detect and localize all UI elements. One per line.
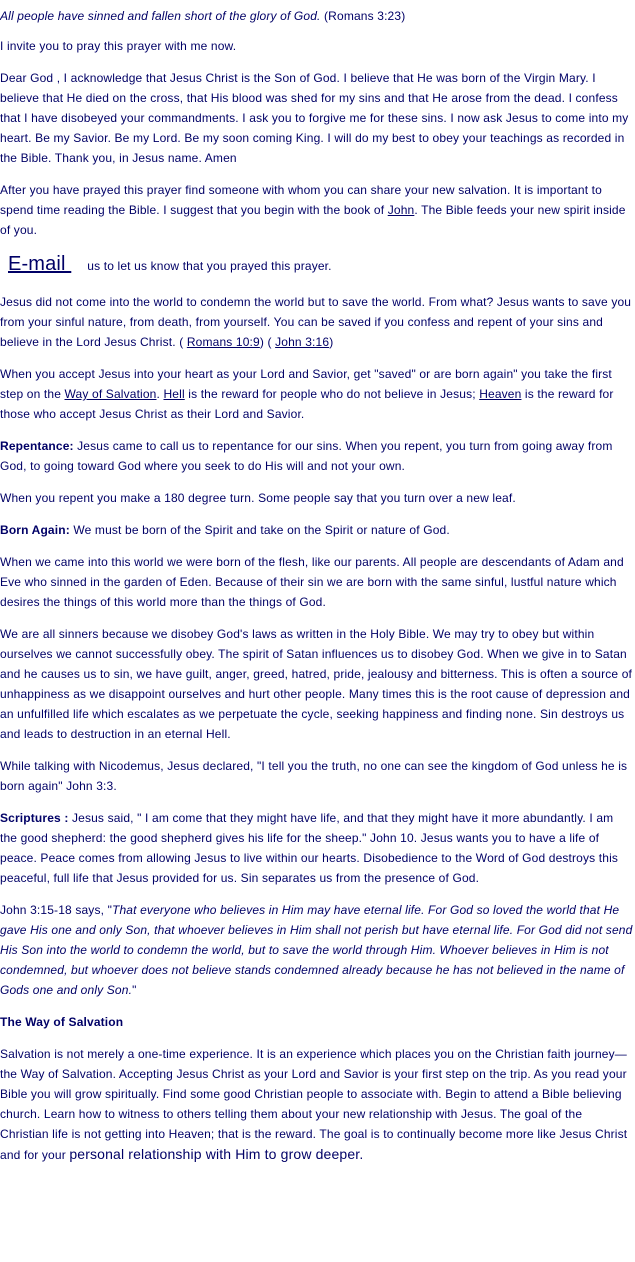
repent-turn-paragraph: When you repent you make a 180 degree turn. Some people say that you turn over a new leaf. <box>0 491 516 505</box>
repentance-paragraph <box>0 436 633 476</box>
born-again-paragraph <box>0 520 633 540</box>
verse-reference: (Romans 3:23) <box>320 9 406 23</box>
prayer-invite: I invite you to pray this prayer with me now. <box>0 39 237 53</box>
flesh-paragraph: When we came into this world we were born of the flesh, like our parents. All people are descendants of Adam and Eve who sinned in the garden of Eden. Because of their sin we are born with the same sinful, lustful nature which desires the things of this world more than the things of God. <box>0 555 624 609</box>
hell-link[interactable]: Hell <box>163 387 185 401</box>
john-3-15-quote: That everyone who believes in Him may have eternal life. For God so loved the world that He gave His one and only Son, that whoever believes in Him shall not perish but have eternal life. For God did not send His Son into the world to condemn the world, but to save the world through Him. Whoever believes in Him is not condemned, but whoever does not believe stands condemned already because he has not believed in the name of Gods one and only Son. <box>0 903 633 997</box>
salvation-text: Salvation is not merely a one-time experience. It is an experience which places you on the Christian faith journey—the Way of Salvation. Accepting Jesus Christ as your Lord and Savior is your first step on the trip. As you read your Bible you will grow spiritually. Find some good Christian people to associate with. Begin to attend a Bible believing church. Learn how to witness to others telling them about your new relationship with Jesus. The goal of the Christian life is not getting into Heaven; that is the reward. The goal is to continually become more like Jesus Christ and for your <box>0 1047 628 1162</box>
accept-text-2: . <box>156 387 164 401</box>
way-of-salvation-heading: The Way of Salvation <box>0 1015 124 1029</box>
way-of-salvation-link[interactable]: Way of Salvation <box>64 387 157 401</box>
heaven-link[interactable]: Heaven <box>479 387 522 401</box>
opening-verse <box>0 6 633 26</box>
verse-quote: All people have sinned and fallen short of the glory of God. <box>0 9 321 23</box>
scriptures-paragraph <box>0 808 633 888</box>
prayer-text: Dear God , I acknowledge that Jesus Christ is the Son of God. I believe that He was born of the Virgin Mary. I believe that He died on the cross, that His blood was shed for my sins and that He arose from the dead. I confess that I have disobeyed your commandments. I ask you to forgive me for these sins. I now ask Jesus to come into my heart. Be my Savior. Be my Lord. Be my soon coming King. I will do my best to obey your teachings as recorded in the Bible. Thank you, in Jesus name. Amen <box>0 71 629 165</box>
after-prayer-paragraph <box>0 180 633 240</box>
salvation-paragraph <box>0 1044 633 1165</box>
save-world-text: Jesus did not come into the world to condemn the world but to save the world. From what? Jesus wants to save you from your sinful nature, from death, from yourself. You can be saved if you confess and repent of your sins and believe in the Lord Jesus Christ. ( <box>0 295 632 349</box>
accept-text-4: is the reward for those who accept Jesus Christ as their Lord and Savior. <box>0 387 614 421</box>
ref-close: ) <box>329 335 334 349</box>
repentance-label: Repentance: <box>0 439 74 453</box>
john-3-16-link[interactable]: John 3:16 <box>275 335 330 349</box>
romans-link[interactable]: Romans 10:9 <box>186 335 260 349</box>
john-link[interactable]: John <box>387 203 415 217</box>
save-world-paragraph <box>0 292 633 352</box>
email-link[interactable]: E-mail <box>8 253 72 275</box>
after-prayer-text: After you have prayed this prayer find someone with whom you can share your new salvation. It is important to spend time reading the Bible. I suggest that you begin with the book of <box>0 183 602 217</box>
after-prayer-text-end: . The Bible feeds your new spirit inside of you. <box>0 203 626 237</box>
john-3-15-end: " <box>132 983 137 997</box>
accept-text: When you accept Jesus into your heart as your Lord and Savior, get "saved" or are born again" you take the first step on the <box>0 367 612 401</box>
scriptures-label: Scriptures : <box>0 811 69 825</box>
accept-text-3: is the reward for people who do not believe in Jesus; <box>184 387 480 401</box>
ref-separator: ) ( <box>259 335 276 349</box>
salvation-text-large: personal relationship with Him to grow deeper. <box>69 1146 364 1162</box>
accept-jesus-paragraph <box>0 364 633 424</box>
repentance-text: Jesus came to call us to repentance for our sins. When you repent, you turn from going away from God, to going toward God where you seek to do His will and not your own. <box>0 439 613 473</box>
email-text: us to let us know that you prayed this prayer. <box>87 259 332 273</box>
john-3-15-paragraph <box>0 900 633 1000</box>
born-again-label: Born Again: <box>0 523 70 537</box>
sinners-paragraph: We are all sinners because we disobey God's laws as written in the Holy Bible. We may try to obey but within ourselves we cannot successfully obey. The spirit of Satan influences us to disobey God. When we give in to Satan and he causes us to sin, we have guilt, anger, greed, hatred, pride, jealousy and bitterness. This is often a source of unhappiness as we disappoint ourselves and hurt other people. Many times this is the root cause of depression and an unfulfilled life which escalates as we perpetuate the cycle, seeking happiness and finding none. Sin destroys us and leads to destruction in an eternal Hell. <box>0 627 632 741</box>
nicodemus-paragraph: While talking with Nicodemus, Jesus declared, "I tell you the truth, no one can see the kingdom of God unless he is born again" John 3:3. <box>0 759 628 793</box>
scriptures-text: Jesus said, " I am come that they might have life, and that they might have it more abundantly. I am the good shepherd: the good shepherd gives his life for the sheep." John 10. Jesus wants you to have a life of peace. Peace comes from allowing Jesus to live within our hearts. Disobedience to the Word of God destroys this peaceful, full life that Jesus provided for us. Sin separates us from the presence of God. <box>0 811 619 885</box>
born-again-text: We must be born of the Spirit and take on the Spirit or nature of God. <box>69 523 450 537</box>
john-3-15-lead: John 3:15-18 says, " <box>0 903 112 917</box>
email-row <box>0 252 633 278</box>
